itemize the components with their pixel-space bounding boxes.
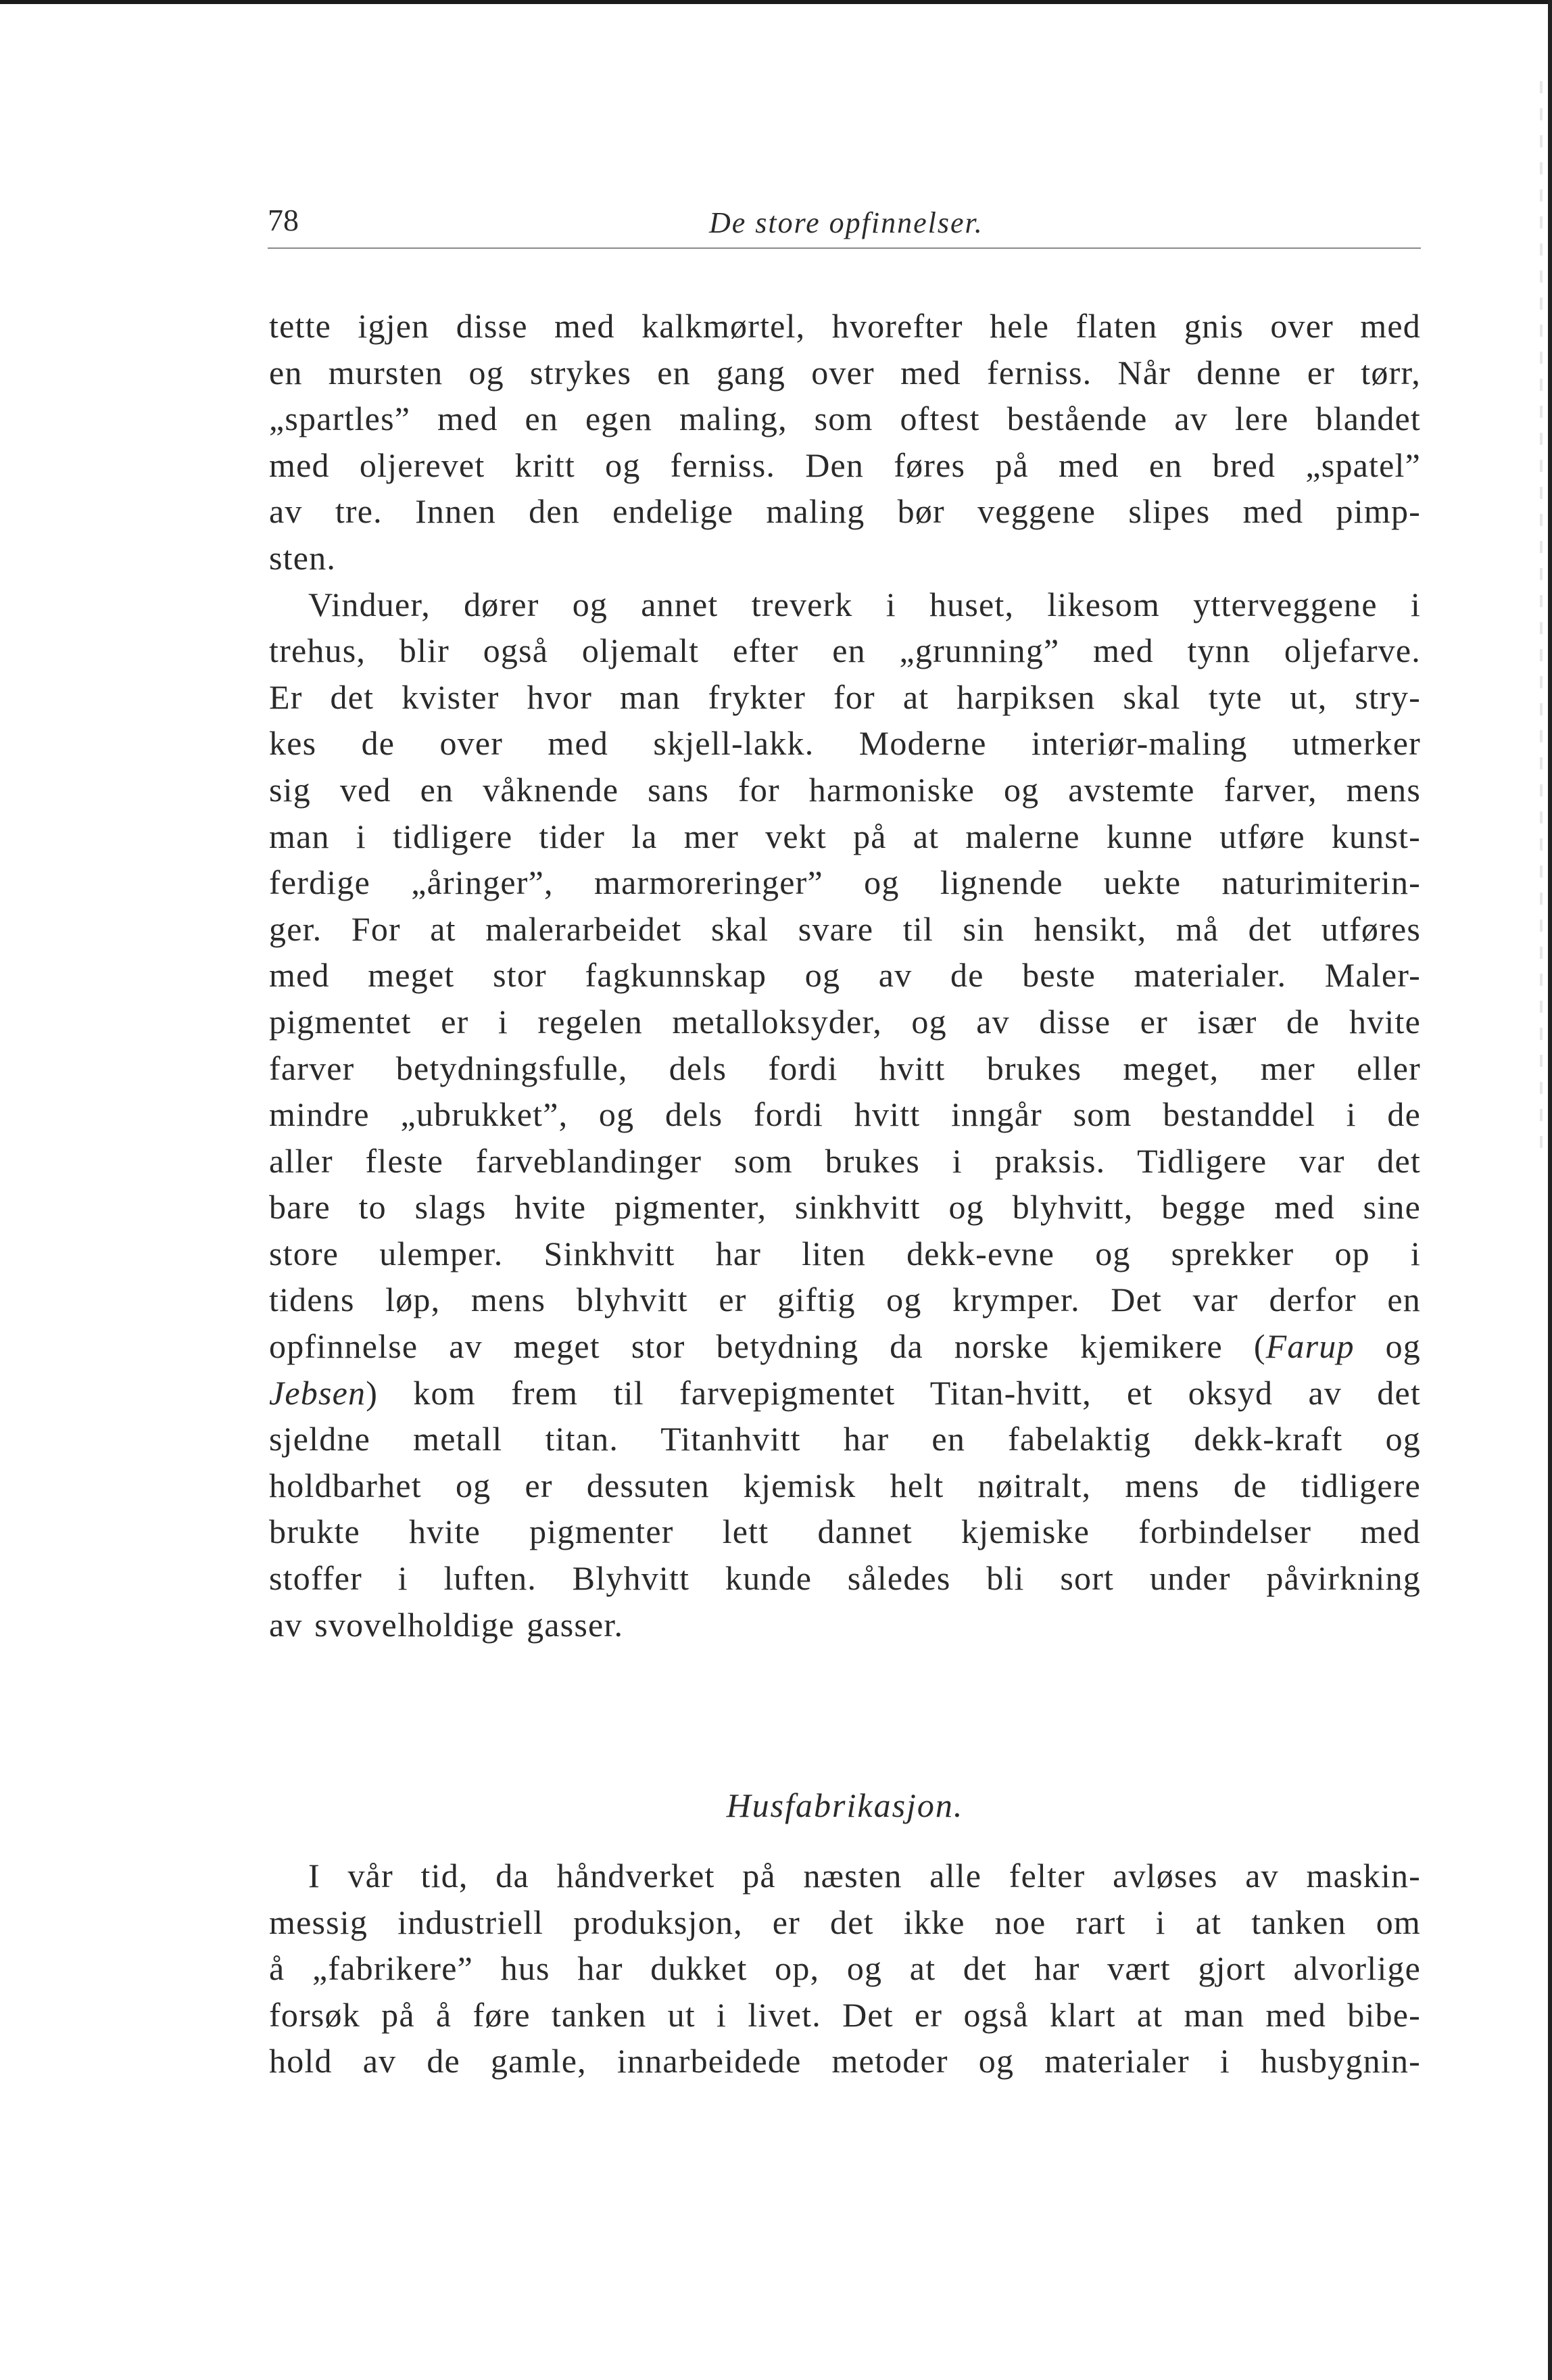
running-head: [268, 200, 1421, 247]
text-line: holdbarhet og er dessuten kjemisk helt nøitralt, mens de tidligere: [269, 1466, 1421, 1504]
text-run: og: [1354, 1327, 1421, 1366]
text-line: sten.: [269, 538, 337, 577]
text-line: messig industriell produksjon, er det ikke noe rart i at tanken om: [269, 1903, 1421, 1941]
page-edge-top: [0, 0, 1552, 4]
text-line: sig ved en våknende sans for harmoniske og avstemte farver, mens: [269, 770, 1421, 809]
page-edge-right: [1548, 0, 1552, 2380]
text-line: av tre. Innen den endelige maling bør veggene slipes med pimp-: [269, 492, 1421, 531]
text-line: hold av de gamle, innarbeidede metoder og materialer i husbygnin-: [269, 2042, 1421, 2080]
text-line: med meget stor fagkunnskap og av de beste materialer. Maler-: [269, 956, 1421, 995]
text-line: ger. For at malerarbeidet skal svare til sin hensikt, må det utføres: [269, 909, 1421, 948]
text-line: [269, 1370, 1421, 1417]
body-text: [269, 303, 1421, 1648]
text-line: mindre „ubrukket”, og dels fordi hvitt inngår som bestanddel i de: [269, 1095, 1421, 1134]
text-line: brukte hvite pigmenter lett dannet kjemiske forbindelser med: [269, 1513, 1421, 1551]
name-farup: Farup: [1265, 1327, 1355, 1366]
text-line: tette igjen disse med kalkmørtel, hvorefter hele flaten gnis over med: [269, 307, 1421, 345]
page-edge-mark: [1540, 81, 1543, 1163]
text-line: pigmentet er i regelen metalloksyder, og av disse er især de hvite: [269, 1002, 1421, 1041]
text-line: stoffer i luften. Blyhvitt kunde således bli sort under påvirkning: [269, 1559, 1421, 1598]
text-line: Er det kvister hvor man frykter for at harpiksen skal tyte ut, stry-: [269, 677, 1421, 716]
text-line: tidens løp, mens blyhvitt er giftig og krymper. Det var derfor en: [269, 1281, 1421, 1319]
text-line: bare to slags hvite pigmenter, sinkhvitt og blyhvitt, begge med sine: [269, 1188, 1421, 1227]
text-line: „spartles” med en egen maling, som oftest bestående av lere blandet: [269, 400, 1421, 438]
text-line: farver betydningsfulle, dels fordi hvitt brukes meget, mer eller: [269, 1049, 1421, 1087]
header-rule: [268, 247, 1421, 249]
text-line: forsøk på å føre tanken ut i livet. Det er også klart at man med bibe-: [269, 1995, 1421, 2034]
text-line: I vår tid, da håndverket på næsten alle felter avløses av maskin-: [308, 1857, 1421, 1895]
text-line: en mursten og strykes en gang over med ferniss. Når denne er tørr,: [269, 353, 1421, 391]
text-line: kes de over med skjell-lakk. Moderne interiør-maling utmerker: [269, 724, 1421, 763]
text-line: av svovelholdige gasser.: [269, 1605, 624, 1644]
text-line: ferdige „åringer”, marmoreringer” og lignende uekte naturimiterin-: [269, 863, 1421, 902]
text-run: opfinnelse av meget stor betydning da norske kjemikere (: [269, 1327, 1266, 1366]
page-number: 78: [268, 203, 299, 237]
text-line: [269, 1323, 1421, 1370]
section-heading: Husfabrikasjon.: [726, 1786, 964, 1824]
text-line: trehus, blir også oljemalt efter en „grunning” med tynn oljefarve.: [269, 632, 1421, 670]
text-line: store ulemper. Sinkhvitt har liten dekk-evne og sprekker op i: [269, 1234, 1421, 1272]
text-line: å „fabrikere” hus har dukket op, og at det har vært gjort alvorlige: [269, 1949, 1421, 1988]
text-line: man i tidligere tider la mer vekt på at malerne kunne utføre kunst-: [269, 817, 1421, 855]
text-line: sjeldne metall titan. Titanhvitt har en fabelaktig dekk-kraft og: [269, 1420, 1421, 1458]
section-text: [269, 1853, 1421, 2085]
text-line: aller fleste farveblandinger som brukes i praksis. Tidligere var det: [269, 1141, 1421, 1180]
name-jebsen: Jebsen: [269, 1373, 366, 1412]
running-title: De store opfinnelser.: [709, 206, 984, 239]
text-line: Vinduer, dører og annet treverk i huset, likesom ytterveggene i: [308, 585, 1421, 623]
text-run: ) kom frem til farvepigmentet Titan-hvitt, et oksyd av det: [366, 1373, 1421, 1412]
text-line: med oljerevet kritt og ferniss. Den føres på med en bred „spatel”: [269, 446, 1421, 484]
